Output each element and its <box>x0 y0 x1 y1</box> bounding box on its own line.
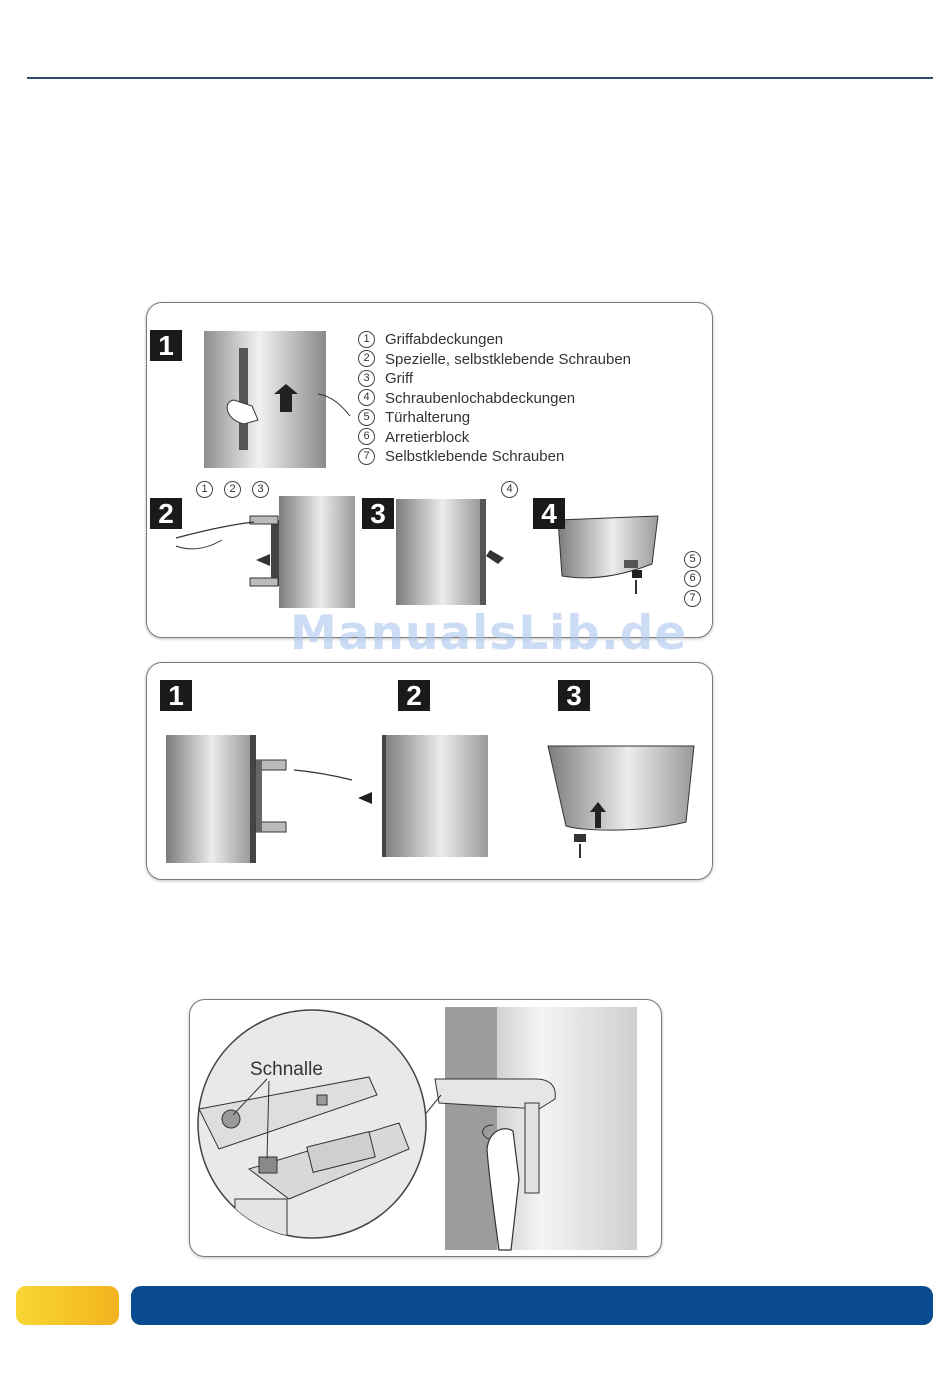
door-step1 <box>204 331 326 468</box>
step-badge-a3: 3 <box>362 498 394 529</box>
step-badge-a2: 2 <box>150 498 182 529</box>
step-badge-b3: 3 <box>558 680 590 711</box>
callout-1: 1 <box>196 481 213 498</box>
step-badge-a4: 4 <box>533 498 565 529</box>
legend-item: 2 Spezielle, selbstklebende Schrauben <box>358 350 631 370</box>
door-left-side <box>166 735 250 863</box>
door-bottom-step4 <box>558 516 658 578</box>
legend-item: 1 Griffabdeckungen <box>358 330 631 350</box>
panel-c-illustrations <box>189 999 660 1255</box>
legend-item: 6 Arretierblock <box>358 428 631 448</box>
buckle-label: Schnalle <box>250 1059 323 1080</box>
step-badge-a1: 1 <box>150 330 182 361</box>
watermark: ManualsLib.de <box>290 606 688 661</box>
legend-item: 5 Türhalterung <box>358 408 631 428</box>
door-right-side <box>384 735 488 857</box>
callout-4: 4 <box>501 481 518 498</box>
legend-item: 7 Selbstklebende Schrauben <box>358 447 631 467</box>
callout-2: 2 <box>224 481 241 498</box>
legend-item: 3 Griff <box>358 369 631 389</box>
door-bottom <box>548 746 694 830</box>
door-step3 <box>396 499 480 605</box>
footer-bar <box>131 1286 933 1325</box>
callout-6: 6 <box>684 570 701 587</box>
header-rule <box>27 77 933 79</box>
step-badge-b2: 2 <box>398 680 430 711</box>
callout-3: 3 <box>252 481 269 498</box>
legend-item: 4 Schraubenlochabdeckungen <box>358 389 631 409</box>
callout-5: 5 <box>684 551 701 568</box>
parts-legend <box>358 330 631 467</box>
callout-7: 7 <box>684 590 701 607</box>
door-step2 <box>279 496 355 608</box>
step-badge-b1: 1 <box>160 680 192 711</box>
footer-page-tab <box>16 1286 119 1325</box>
